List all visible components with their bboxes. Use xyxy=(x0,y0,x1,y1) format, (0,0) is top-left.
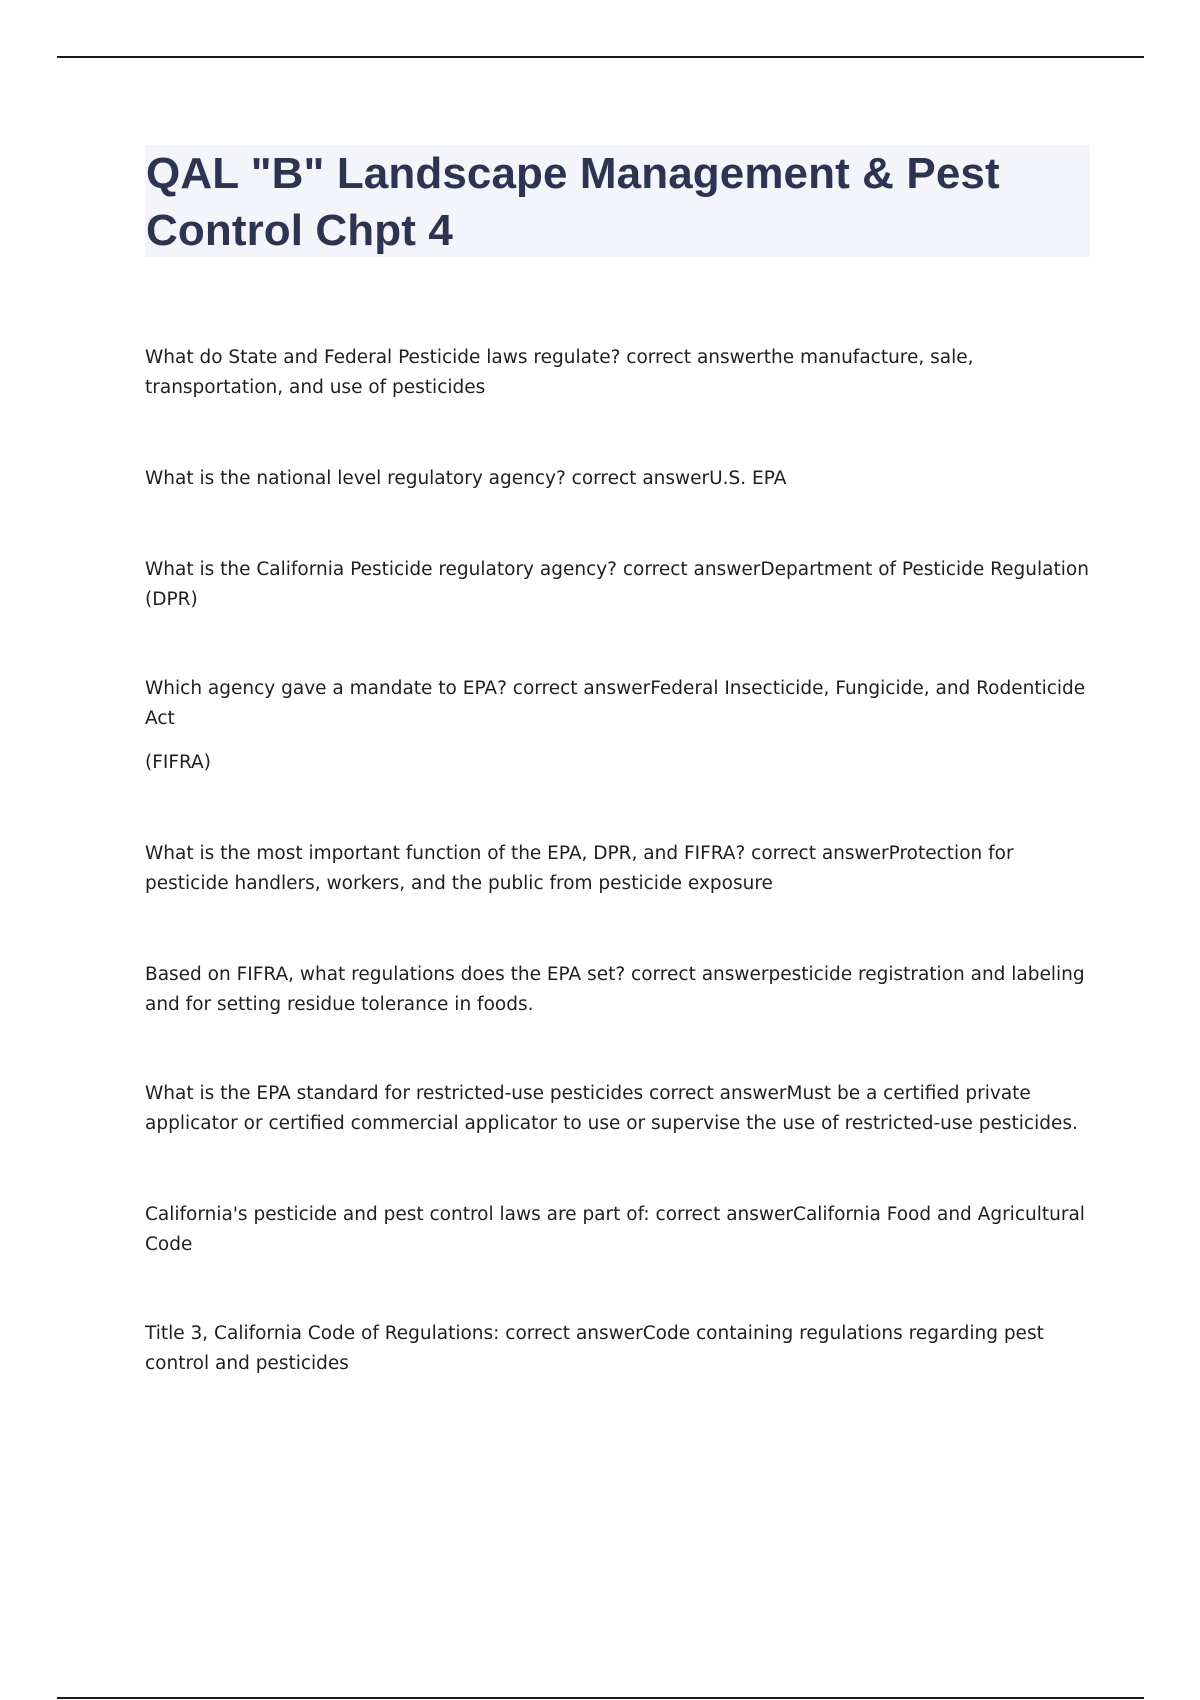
qa-text: What is the most important function of the EPA, DPR, and FIFRA? correct answerProtection for pesticide handlers, workers, and the public from pesticide exposure xyxy=(145,843,1014,894)
qa-item xyxy=(145,1079,1095,1139)
qa-item xyxy=(145,464,1095,494)
qa-item xyxy=(145,960,1095,1020)
qa-text: Which agency gave a mandate to EPA? correct answerFederal Insecticide, Fungicide, and Rodenticide Act xyxy=(145,678,1086,729)
qa-text: California's pesticide and pest control laws are part of: correct answerCalifornia Food and Agricultural Code xyxy=(145,1204,1085,1255)
qa-text: What is the California Pesticide regulatory agency? correct answerDepartment of Pesticide Regulation (DPR) xyxy=(145,559,1089,610)
qa-extra: (FIFRA) xyxy=(145,752,211,773)
bottom-divider xyxy=(57,1697,1144,1699)
qa-text: Title 3, California Code of Regulations: correct answerCode containing regulations regarding pest control and pesticides xyxy=(145,1323,1044,1374)
qa-item xyxy=(145,1319,1095,1379)
qa-item xyxy=(145,343,1095,403)
qa-item xyxy=(145,555,1095,615)
qa-item xyxy=(145,839,1095,899)
top-divider xyxy=(57,56,1144,58)
page-title: QAL "B" Landscape Management & Pest Control Chpt 4 xyxy=(146,149,1000,255)
qa-item xyxy=(145,674,1095,778)
title-block xyxy=(145,145,1090,257)
qa-text: What do State and Federal Pesticide laws regulate? correct answerthe manufacture, sale, transportation, and use of pesticides xyxy=(145,347,974,398)
qa-text: Based on FIFRA, what regulations does the EPA set? correct answerpesticide registration and labeling and for setting residue tolerance in foods. xyxy=(145,964,1085,1015)
qa-item xyxy=(145,1200,1095,1260)
qa-text: What is the national level regulatory agency? correct answerU.S. EPA xyxy=(145,468,787,489)
qa-text: What is the EPA standard for restricted-use pesticides correct answerMust be a certified private applicator or certified commercial applicator to use or supervise the use of restricted-use pesticides. xyxy=(145,1083,1078,1134)
